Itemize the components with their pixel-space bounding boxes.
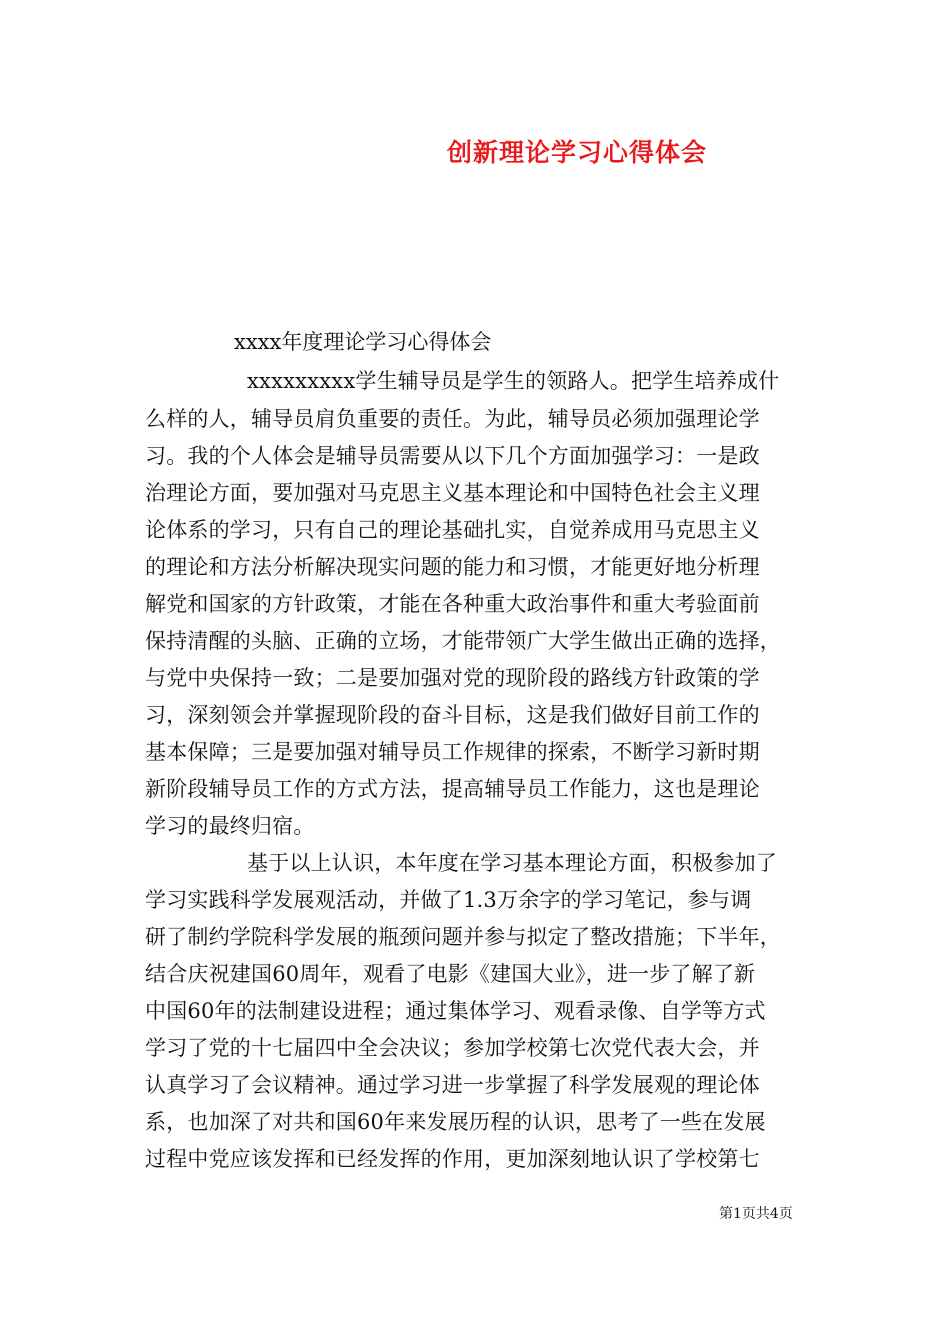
body-line: 过程中党应该发挥和已经发挥的作用，更加深刻地认识了学校第七 [145, 1147, 760, 1171]
body-line: 新阶段辅导员工作的方式方法，提高辅导员工作能力，这也是理论 [145, 777, 760, 801]
body-line: 治理论方面，要加强对马克思主义基本理论和中国特色社会主义理 [145, 481, 760, 505]
document-title: 创新理论学习心得体会 [447, 138, 708, 167]
body-line: 与党中央保持一致；二是要加强对党的现阶段的路线方针政策的学 [145, 666, 760, 690]
body-line: 学习了党的十七届四中全会决议；参加学校第七次党代表大会，并 [145, 1036, 760, 1060]
page-footer: 第1页共4页 [719, 1206, 793, 1222]
body-line: 基本保障；三是要加强对辅导员工作规律的探索，不断学习新时期 [145, 740, 760, 764]
body-line: 系，也加深了对共和国60年来发展历程的认识，思考了一些在发展 [145, 1110, 766, 1134]
body-line: 么样的人，辅导员肩负重要的责任。为此，辅导员必须加强理论学 [145, 407, 760, 431]
body-line: 结合庆祝建国60周年，观看了电影《建国大业》，进一步了解了新 [145, 962, 756, 986]
body-line: 中国60年的法制建设进程；通过集体学习、观看录像、自学等方式 [145, 999, 766, 1023]
body-line: 保持清醒的头脑、正确的立场，才能带领广大学生做出正确的选择， [145, 629, 781, 653]
body-line: xxxxxxxxx学生辅导员是学生的领路人。把学生培养成什 [247, 369, 780, 393]
body-line: 学习的最终归宿。 [145, 814, 315, 838]
body-line: 解党和国家的方针政策，才能在各种重大政治事件和重大考验面前 [145, 592, 760, 616]
body-line: 学习实践科学发展观活动，并做了1.3万余字的学习笔记，参与调 [145, 888, 752, 912]
body-line: 基于以上认识，本年度在学习基本理论方面，积极参加了 [247, 851, 777, 875]
body-line: 的理论和方法分析解决现实问题的能力和习惯，才能更好地分析理 [145, 555, 760, 579]
body-line: 认真学习了会议精神。通过学习进一步掌握了科学发展观的理论体 [145, 1073, 760, 1097]
body-line: 研了制约学院科学发展的瓶颈问题并参与拟定了整改措施；下半年， [145, 925, 781, 949]
document-subheading: xxxx年度理论学习心得体会 [234, 330, 492, 354]
body-line: 论体系的学习，只有自己的理论基础扎实，自觉养成用马克思主义 [145, 518, 760, 542]
body-line: 习，深刻领会并掌握现阶段的奋斗目标，这是我们做好目前工作的 [145, 703, 760, 727]
body-line: 习。我的个人体会是辅导员需要从以下几个方面加强学习：一是政 [145, 444, 760, 468]
